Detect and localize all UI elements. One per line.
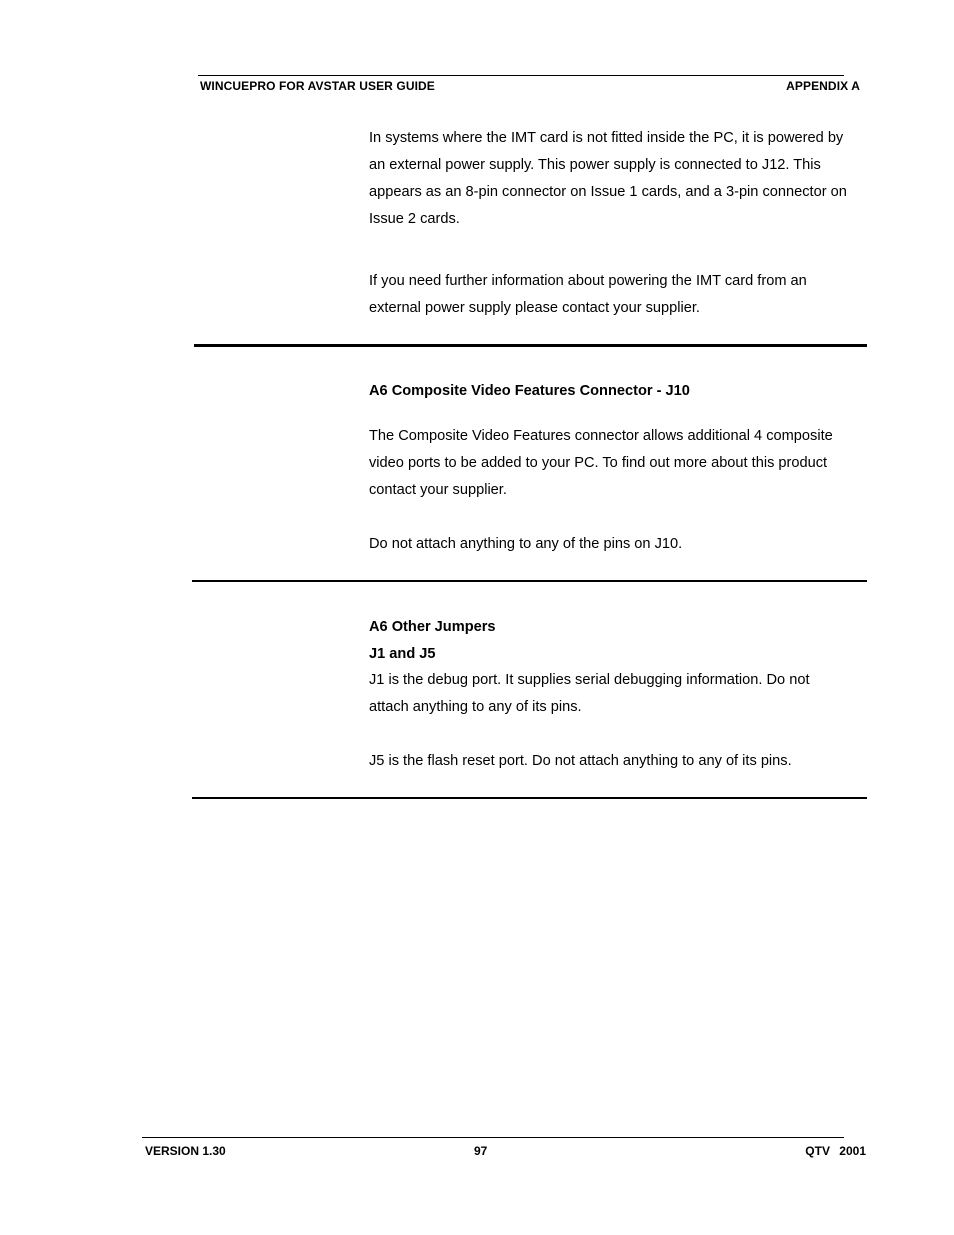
- section-divider: [192, 580, 867, 582]
- company-year: QTV 2001: [805, 1144, 866, 1158]
- power-paragraph-1: In systems where the IMT card is not fitted inside the PC, it is powered by an external power supply. This power supply is connected to J12. This appears as an 8-pin connector on Issue 1 cards, and a 3-pin connector on Issue 2 cards.: [369, 130, 847, 227]
- section-divider: [192, 797, 867, 799]
- jumpers-paragraph-2: J5 is the flash reset port. Do not attach anything to any of its pins.: [369, 753, 792, 769]
- jumpers-heading: A6 Other Jumpers: [369, 619, 496, 635]
- section-divider: [194, 344, 867, 347]
- footer-rule: [142, 1137, 844, 1138]
- header-rule: [198, 75, 844, 76]
- jumpers-subheading: J1 and J5: [369, 646, 436, 662]
- power-paragraph-2: If you need further information about powering the IMT card from an external power supply please contact your supplier.: [369, 273, 807, 316]
- composite-heading: A6 Composite Video Features Connector - J10: [369, 383, 690, 399]
- document-title: WINCUEPRO FOR AVSTAR USER GUIDE: [200, 79, 435, 93]
- jumpers-paragraph-1: J1 is the debug port. It supplies serial debugging information. Do not attach anything to any of its pins.: [369, 672, 810, 715]
- page-number: 97: [474, 1144, 488, 1158]
- version-label: VERSION 1.30: [145, 1144, 226, 1158]
- section-label: APPENDIX A: [786, 79, 860, 93]
- composite-paragraph-1: The Composite Video Features connector allows additional 4 composite video ports to be added to your PC. To find out more about this product contact your supplier.: [369, 428, 833, 498]
- composite-paragraph-2: Do not attach anything to any of the pins on J10.: [369, 536, 683, 552]
